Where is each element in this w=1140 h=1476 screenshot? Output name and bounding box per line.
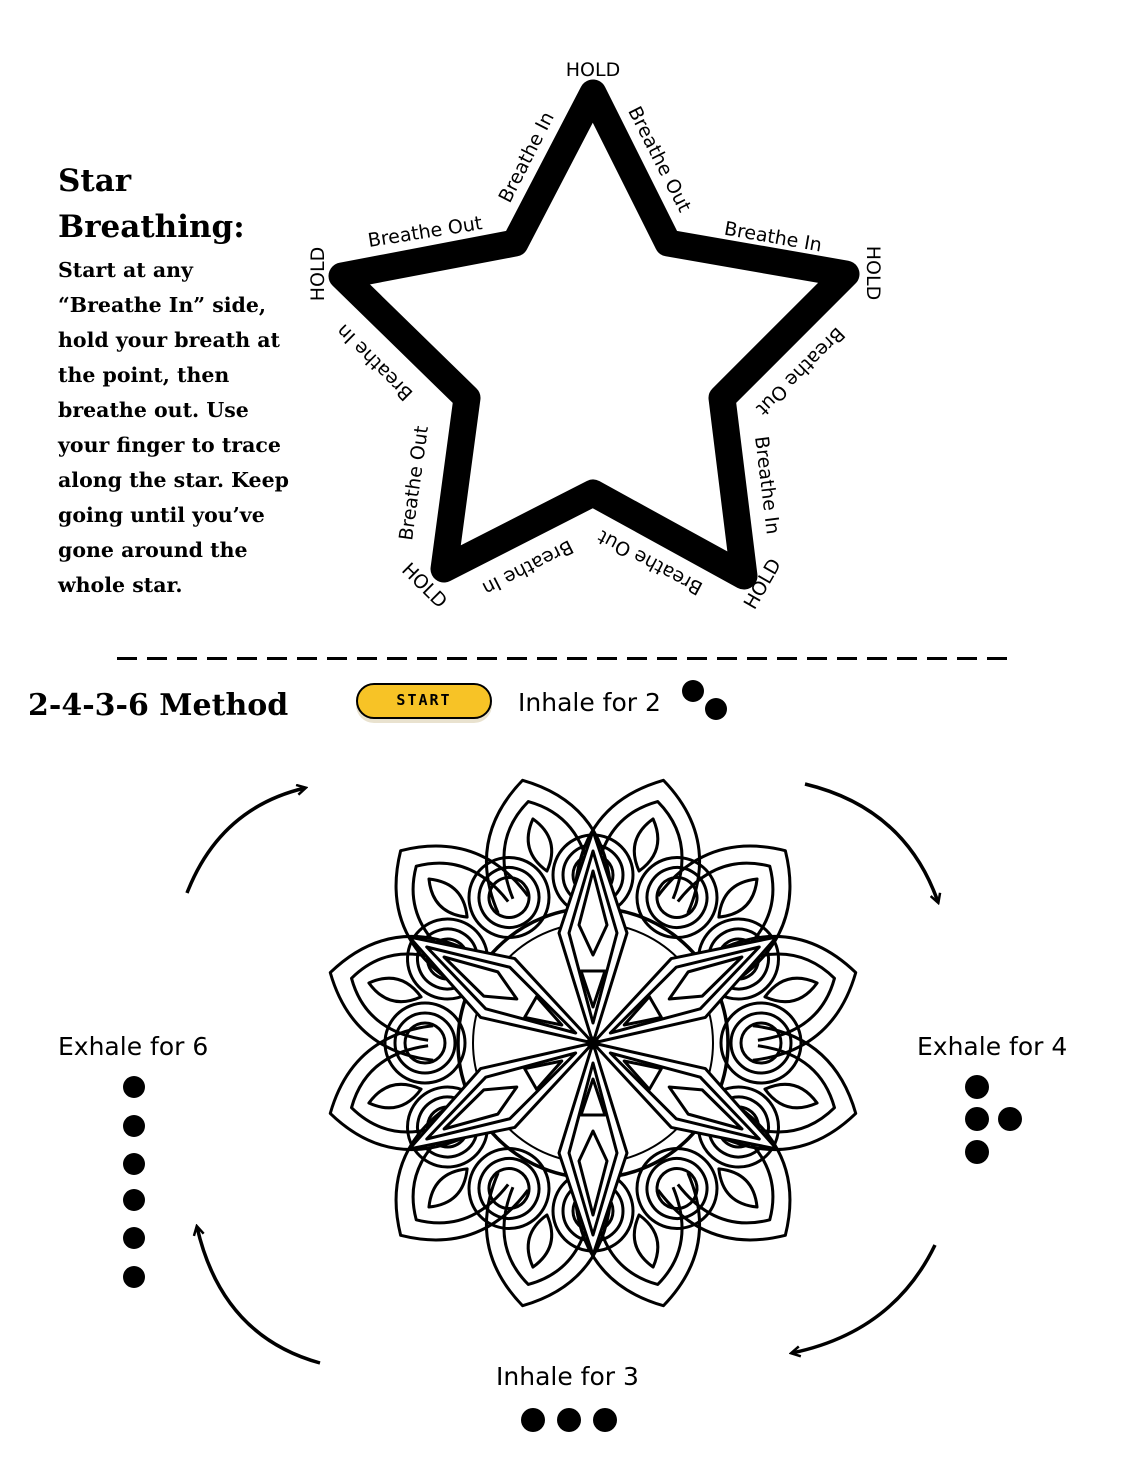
mandala-line: [366, 972, 424, 1007]
breathing-star-diagram: [0, 0, 1140, 660]
mandala-line: [559, 1043, 627, 1255]
count-dot: [123, 1115, 145, 1137]
breathing-cycle-diagram: [0, 660, 1140, 1476]
mandala-line: [650, 1161, 705, 1216]
star-breathing-instructions: Start at any “Breathe In” side, hold your breath at the point, then breathe out. Use your finger to trace along the star. Keep going until you’ve gone around the whole star.: [58, 258, 289, 597]
mandala-line: [762, 1078, 820, 1113]
mandala-line: [385, 1003, 465, 1083]
dots-inhale-3: [521, 1408, 617, 1432]
hold-label-bottom-right: HOLD: [739, 554, 786, 614]
arrow-top-left: [187, 788, 305, 893]
mandala-line: [711, 871, 765, 925]
mandala-line: [482, 870, 537, 925]
dots-inhale-2: [682, 680, 727, 720]
count-dot: [123, 1266, 145, 1288]
arrow-bottom-left: [197, 1227, 320, 1363]
mandala-line: [677, 1127, 799, 1249]
mandala-line: [721, 1003, 801, 1083]
mandala-line: [677, 837, 799, 959]
hold-label-right: HOLD: [862, 245, 884, 301]
mandala-illustration: [315, 765, 871, 1321]
hold-label-left: HOLD: [307, 246, 329, 302]
mandala-line: [421, 871, 475, 925]
count-dot: [705, 698, 727, 720]
count-dot: [965, 1140, 989, 1164]
mandala-line: [482, 1161, 537, 1216]
mandala-line: [405, 1023, 445, 1063]
mandala-line: [559, 831, 627, 1043]
mandala-line: [588, 1038, 598, 1048]
breathe-label: Breathe Out: [594, 525, 707, 600]
arrow-top-right: [805, 784, 938, 902]
breathe-label: Breathe Out: [395, 424, 433, 542]
breathe-label: Breathe Out: [751, 322, 849, 420]
mandala-line: [366, 1078, 424, 1113]
breathe-label: Breathe In: [494, 108, 559, 207]
count-dot: [521, 1408, 545, 1432]
count-dot: [557, 1408, 581, 1432]
mandala-line: [762, 972, 820, 1007]
dots-exhale-4: [965, 1075, 1022, 1164]
arrow-bottom-right: [792, 1245, 935, 1353]
inhale-2-label: Inhale for 2: [518, 688, 661, 717]
breathe-label: Breathe In: [478, 535, 577, 600]
mandala-line: [628, 816, 663, 874]
count-dot: [682, 680, 704, 702]
breathe-label: Breathe In: [332, 319, 418, 405]
count-dot: [593, 1408, 617, 1432]
hold-label-top: HOLD: [565, 59, 621, 81]
breathe-label: Breathe Out: [623, 102, 696, 216]
breathe-label: Breathe In: [750, 434, 784, 536]
breathe-label: Breathe Out: [366, 212, 484, 252]
mandala-line: [387, 837, 509, 959]
page-title: Star Breathing:: [58, 163, 245, 245]
count-dot: [965, 1075, 989, 1099]
count-dot: [965, 1107, 989, 1131]
count-dot: [123, 1189, 145, 1211]
breathe-label: Breathe In: [722, 217, 824, 257]
exhale-4-label: Exhale for 4: [917, 1032, 1068, 1061]
exhale-6-label: Exhale for 6: [58, 1032, 209, 1061]
hold-label-bottom-left: HOLD: [397, 558, 452, 613]
mandala-line: [387, 1127, 509, 1249]
count-dot: [123, 1227, 145, 1249]
method-title: 2-4-3-6 Method: [28, 688, 289, 723]
mandala-line: [628, 1212, 663, 1270]
mandala-line: [741, 1023, 781, 1063]
mandala-line: [721, 1003, 801, 1083]
mandala-line: [522, 1212, 557, 1270]
mandala-line: [385, 1003, 465, 1083]
mandala-line: [421, 1161, 475, 1215]
mandala-line: [522, 816, 557, 874]
start-button[interactable]: START: [356, 683, 492, 719]
dots-exhale-6: [123, 1076, 145, 1288]
count-dot: [998, 1107, 1022, 1131]
mandala-line: [650, 870, 705, 925]
mandala-line: [711, 1161, 765, 1215]
inhale-3-label: Inhale for 3: [496, 1362, 639, 1391]
count-dot: [123, 1076, 145, 1098]
count-dot: [123, 1153, 145, 1175]
